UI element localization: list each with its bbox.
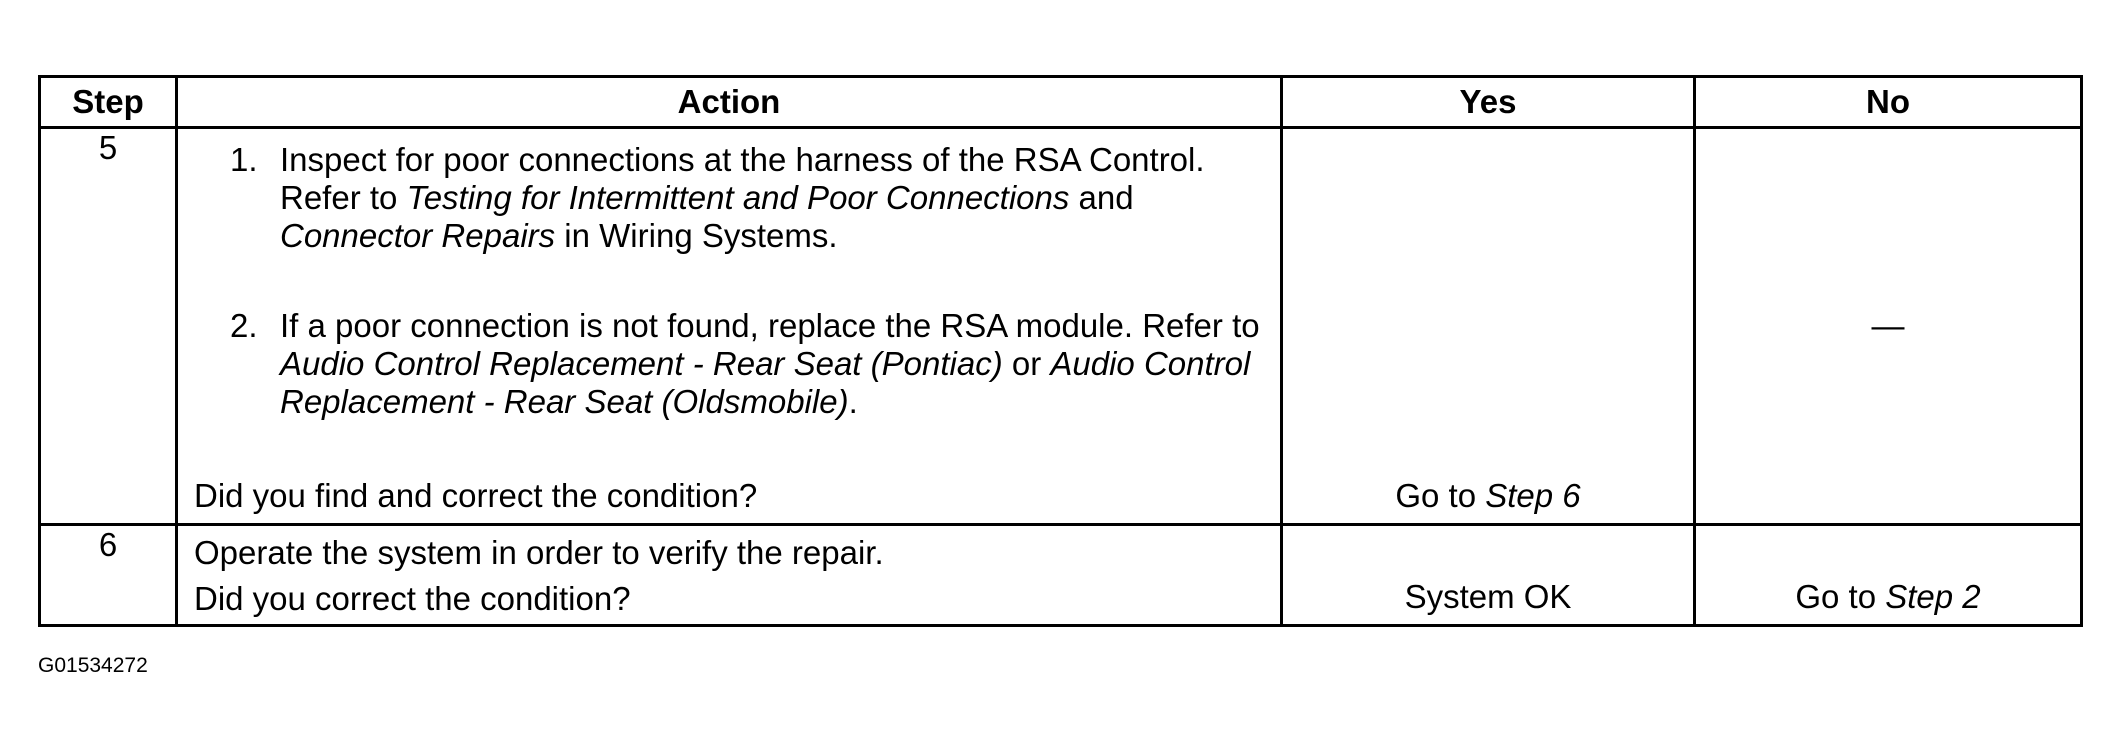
diagnostic-table: [38, 75, 2083, 627]
yes-step-ref: Step 6: [1485, 477, 1581, 515]
action-item: [178, 141, 1280, 255]
no-cell: [1695, 525, 2082, 626]
yes-cell: [1282, 525, 1695, 626]
no-cell: [1695, 128, 2082, 525]
action-cell: [177, 128, 1282, 525]
header-no: No: [1695, 77, 2082, 128]
action-item-number: 2.: [230, 306, 258, 344]
action-text: Operate the system in order to verify the repair.: [194, 534, 884, 571]
no-result: [1696, 578, 2080, 616]
reference-link-text: Connector Repairs: [280, 216, 556, 254]
table-row-step-5: [40, 128, 2082, 525]
action-text: and: [1069, 178, 1134, 216]
yes-result: [1283, 477, 1693, 515]
table-row-step-6: [40, 525, 2082, 626]
question-text: Did you find and correct the condition?: [194, 477, 758, 515]
yes-prefix: Go to: [1395, 477, 1486, 515]
reference-link-text: Audio Control Replacement - Rear Seat (Oldsmobile): [280, 344, 1251, 420]
no-step-ref: Step 2: [1885, 578, 1981, 616]
reference-link-text: Audio Control Replacement - Rear Seat (Pontiac): [280, 344, 1003, 382]
action-cell: [177, 525, 1282, 626]
action-item-number: 1.: [230, 141, 258, 178]
no-result: —: [1871, 307, 1905, 345]
table-header-row: [40, 77, 2082, 128]
no-prefix: Go to: [1795, 578, 1886, 616]
action-text: in Wiring Systems.: [555, 216, 838, 254]
yes-cell: [1282, 128, 1695, 525]
header-action: Action: [177, 77, 1282, 128]
action-text: Inspect for poor connections at the harness of the RSA Control. Refer to: [280, 141, 1205, 216]
header-step: Step: [40, 77, 177, 128]
header-yes: Yes: [1282, 77, 1695, 128]
yes-result: System OK: [1404, 578, 1572, 616]
action-item: [178, 307, 1280, 421]
action-text: .: [848, 382, 858, 420]
figure-id: G01534272: [38, 654, 148, 677]
step-number: 6: [40, 525, 177, 626]
reference-link-text: Testing for Intermittent and Poor Connections: [406, 178, 1070, 216]
action-text: If a poor connection is not found, replace the RSA module. Refer to: [280, 306, 1260, 344]
action-list: [178, 141, 1280, 421]
step-number: 5: [40, 128, 177, 525]
question-text: Did you correct the condition?: [194, 579, 631, 617]
action-text: or: [1002, 344, 1051, 382]
